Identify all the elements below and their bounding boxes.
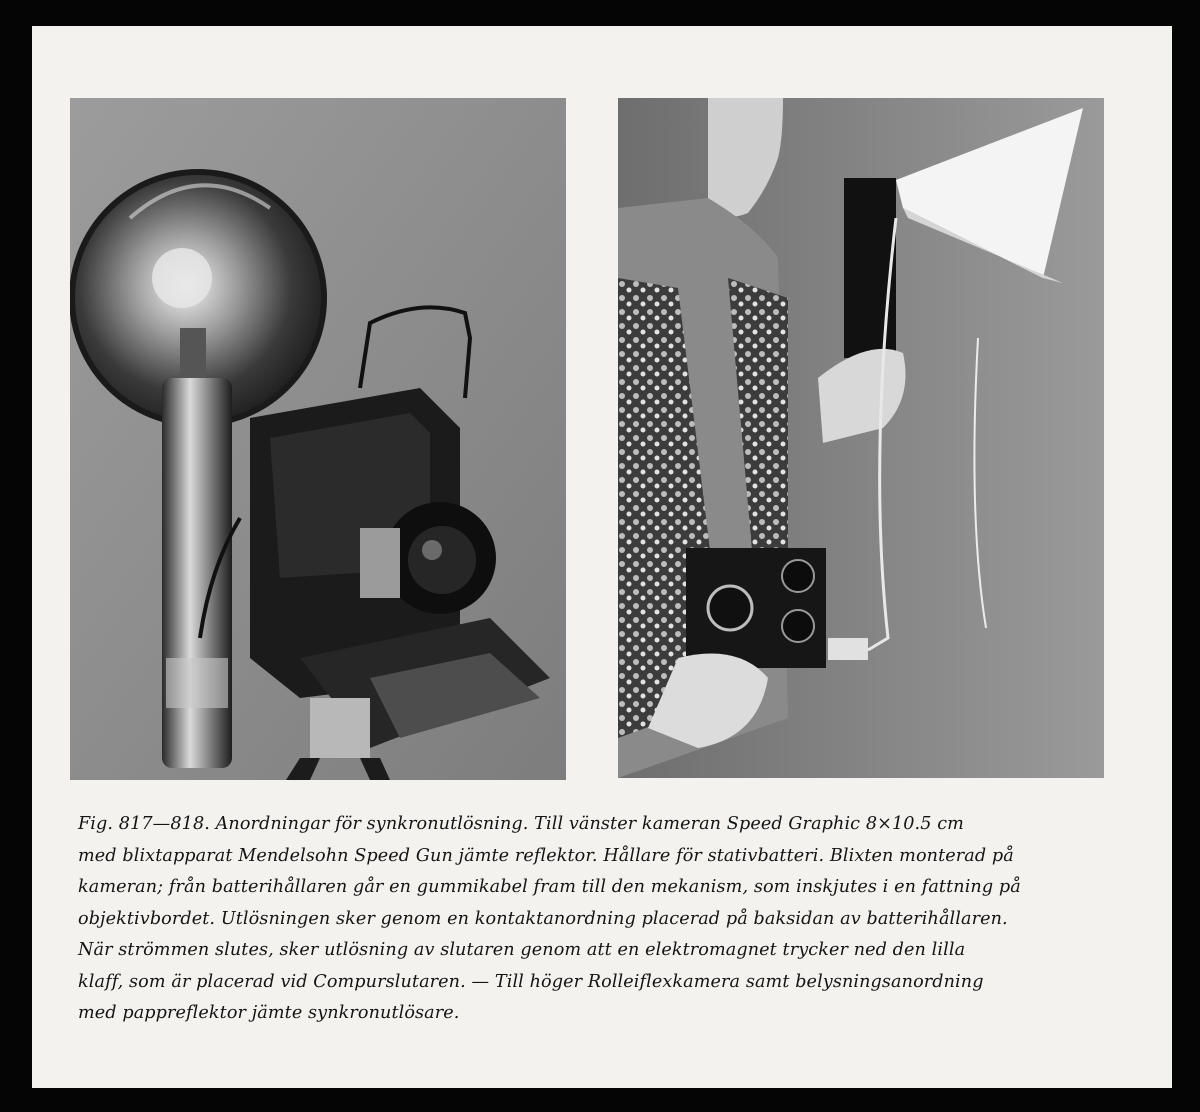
figure-caption: Fig. 817—818. Anordningar för synkronutlösning. Till vänster kameran Speed Graphic 8×10.5 cm med blixtapparat Mendelsohn Speed Gun jämte reflektor. Hållare för stativbatteri. Blixten monterad på kameran; från batterihållaren går en gummikabel fram till den mekanism, som inskjutes i en fattning på objektivbordet. Utlösningen sker genom en kontaktanordning placerad på baksidan av batterihållaren. När strömmen slutes, sker utlösning av slutaren genom att en elektromagnet trycker ned den lilla klaff, som är placerad vid Compurslutaren. — Till höger Rolleiflexkamera samt belysningsanordning med pappreflektor jämte synkronutlösare. [78,814,1021,1023]
book-page [32,26,1172,1088]
photo-rolleiflex-camera [618,98,1104,778]
rolleiflex-illustration [618,98,1104,778]
photo-speed-graphic-camera [70,98,566,780]
speed-graphic-illustration [70,98,566,780]
